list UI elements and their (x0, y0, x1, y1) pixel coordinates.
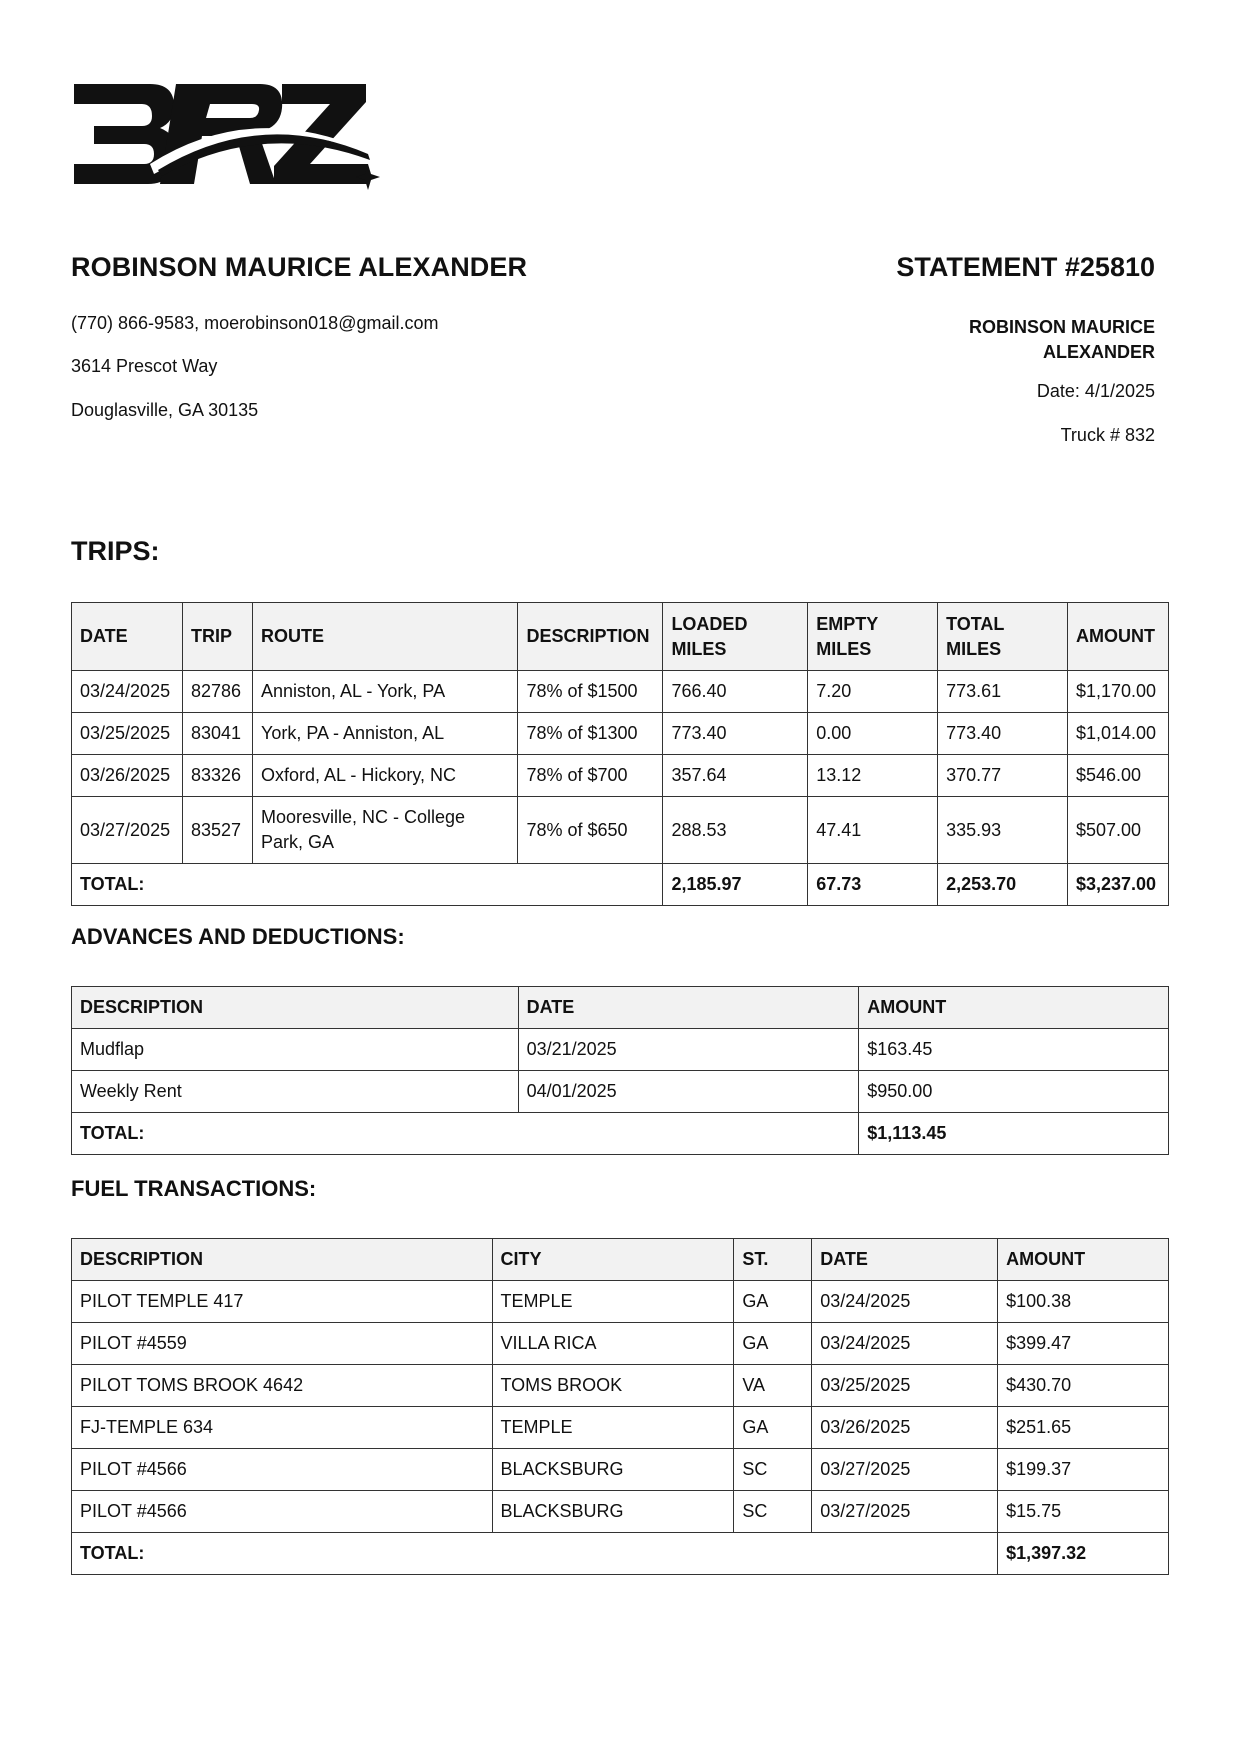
fuel-description: PILOT #4559 (72, 1323, 493, 1365)
col-date: DATE (72, 603, 183, 671)
fuel-city: TOMS BROOK (492, 1365, 734, 1407)
address-line-2: Douglasville, GA 30135 (71, 400, 259, 420)
total-amount: $1,113.45 (859, 1113, 1169, 1155)
fuel-title: FUEL TRANSACTIONS: (71, 1176, 317, 1201)
fuel-date: 03/25/2025 (812, 1365, 998, 1407)
fuel-date: 03/27/2025 (812, 1449, 998, 1491)
col-state: ST. (734, 1239, 812, 1281)
col-description: DESCRIPTION (518, 603, 663, 671)
recipient-name-line-2: ALEXANDER (1042, 342, 1155, 362)
trip-amount: $546.00 (1067, 755, 1168, 797)
table-row (72, 1323, 1169, 1365)
advances-total-row (72, 1113, 1169, 1155)
trip-loaded-miles: 357.64 (663, 755, 808, 797)
fuel-city: BLACKSBURG (492, 1491, 734, 1533)
col-description: DESCRIPTION (72, 987, 519, 1029)
advance-description: Mudflap (72, 1029, 519, 1071)
table-row (72, 1071, 1169, 1113)
col-route: ROUTE (252, 603, 518, 671)
fuel-total-row (72, 1533, 1169, 1575)
trip-description: 78% of $1300 (518, 713, 663, 755)
col-total-miles: TOTAL MILES (938, 603, 1068, 671)
fuel-description: PILOT TOMS BROOK 4642 (72, 1365, 493, 1407)
col-date: DATE (812, 1239, 998, 1281)
total-label: TOTAL: (72, 864, 663, 906)
col-date: DATE (518, 987, 859, 1029)
fuel-amount: $251.65 (998, 1407, 1169, 1449)
trip-total-miles: 773.61 (938, 671, 1068, 713)
trip-amount: $507.00 (1067, 797, 1168, 864)
fuel-description: FJ-TEMPLE 634 (72, 1407, 493, 1449)
company-logo (70, 80, 390, 192)
trip-number: 83041 (182, 713, 252, 755)
fuel-amount: $15.75 (998, 1491, 1169, 1533)
total-amount: $3,237.00 (1067, 864, 1168, 906)
total-label: TOTAL: (72, 1533, 998, 1575)
fuel-date: 03/27/2025 (812, 1491, 998, 1533)
trip-empty-miles: 47.41 (808, 797, 938, 864)
trips-header-row (72, 603, 1169, 671)
fuel-date: 03/24/2025 (812, 1281, 998, 1323)
trip-empty-miles: 13.12 (808, 755, 938, 797)
col-loaded-miles: LOADED MILES (663, 603, 808, 671)
fuel-state: SC (734, 1449, 812, 1491)
table-row (72, 1491, 1169, 1533)
table-row (72, 1449, 1169, 1491)
fuel-description: PILOT #4566 (72, 1491, 493, 1533)
trip-loaded-miles: 288.53 (663, 797, 808, 864)
trip-total-miles: 335.93 (938, 797, 1068, 864)
col-empty-miles: EMPTY MILES (808, 603, 938, 671)
trip-date: 03/27/2025 (72, 797, 183, 864)
fuel-city: TEMPLE (492, 1407, 734, 1449)
fuel-amount: $430.70 (998, 1365, 1169, 1407)
trip-route: Mooresville, NC - College Park, GA (252, 797, 518, 864)
trip-loaded-miles: 773.40 (663, 713, 808, 755)
trips-table (71, 602, 1169, 906)
col-amount: AMOUNT (1067, 603, 1168, 671)
fuel-header-row (72, 1239, 1169, 1281)
total-total-miles: 2,253.70 (938, 864, 1068, 906)
col-trip: TRIP (182, 603, 252, 671)
advance-date: 03/21/2025 (518, 1029, 859, 1071)
fuel-date: 03/24/2025 (812, 1323, 998, 1365)
trip-description: 78% of $650 (518, 797, 663, 864)
truck-number: Truck # 832 (1060, 425, 1155, 445)
trip-route: York, PA - Anniston, AL (252, 713, 518, 755)
trip-number: 82786 (182, 671, 252, 713)
table-row (72, 1029, 1169, 1071)
trip-total-miles: 773.40 (938, 713, 1068, 755)
trips-total-row (72, 864, 1169, 906)
fuel-state: SC (734, 1491, 812, 1533)
contact-line: (770) 866-9583, moerobinson018@gmail.com (71, 313, 439, 333)
fuel-amount: $100.38 (998, 1281, 1169, 1323)
trip-route: Anniston, AL - York, PA (252, 671, 518, 713)
statement-recipient (925, 315, 1155, 365)
trips-title: TRIPS: (71, 536, 160, 566)
fuel-amount: $399.47 (998, 1323, 1169, 1365)
trip-amount: $1,014.00 (1067, 713, 1168, 755)
table-row (72, 671, 1169, 713)
fuel-state: VA (734, 1365, 812, 1407)
col-description: DESCRIPTION (72, 1239, 493, 1281)
fuel-state: GA (734, 1323, 812, 1365)
col-city: CITY (492, 1239, 734, 1281)
fuel-description: PILOT TEMPLE 417 (72, 1281, 493, 1323)
statement-title: STATEMENT #25810 (896, 252, 1155, 282)
advance-description: Weekly Rent (72, 1071, 519, 1113)
recipient-name-line-1: ROBINSON MAURICE (968, 317, 1155, 337)
fuel-amount: $199.37 (998, 1449, 1169, 1491)
trip-description: 78% of $700 (518, 755, 663, 797)
trip-total-miles: 370.77 (938, 755, 1068, 797)
trip-loaded-miles: 766.40 (663, 671, 808, 713)
table-row (72, 797, 1169, 864)
table-row (72, 1365, 1169, 1407)
fuel-state: GA (734, 1281, 812, 1323)
trip-empty-miles: 0.00 (808, 713, 938, 755)
advances-title: ADVANCES AND DEDUCTIONS: (71, 924, 405, 949)
advance-amount: $163.45 (859, 1029, 1169, 1071)
table-row (72, 1281, 1169, 1323)
fuel-date: 03/26/2025 (812, 1407, 998, 1449)
col-amount: AMOUNT (998, 1239, 1169, 1281)
trip-number: 83527 (182, 797, 252, 864)
trip-amount: $1,170.00 (1067, 671, 1168, 713)
advance-amount: $950.00 (859, 1071, 1169, 1113)
fuel-city: VILLA RICA (492, 1323, 734, 1365)
advances-header-row (72, 987, 1169, 1029)
trip-empty-miles: 7.20 (808, 671, 938, 713)
fuel-description: PILOT #4566 (72, 1449, 493, 1491)
trip-date: 03/26/2025 (72, 755, 183, 797)
table-row (72, 713, 1169, 755)
total-loaded-miles: 2,185.97 (663, 864, 808, 906)
fuel-state: GA (734, 1407, 812, 1449)
fuel-city: BLACKSBURG (492, 1449, 734, 1491)
total-empty-miles: 67.73 (808, 864, 938, 906)
trip-route: Oxford, AL - Hickory, NC (252, 755, 518, 797)
fuel-table (71, 1238, 1169, 1575)
address-line-1: 3614 Prescot Way (71, 356, 218, 376)
trip-description: 78% of $1500 (518, 671, 663, 713)
statement-date: Date: 4/1/2025 (1036, 381, 1155, 401)
advance-date: 04/01/2025 (518, 1071, 859, 1113)
trip-number: 83326 (182, 755, 252, 797)
fuel-city: TEMPLE (492, 1281, 734, 1323)
total-amount: $1,397.32 (998, 1533, 1169, 1575)
total-label: TOTAL: (72, 1113, 859, 1155)
driver-name: ROBINSON MAURICE ALEXANDER (71, 252, 528, 282)
trip-date: 03/25/2025 (72, 713, 183, 755)
advances-table (71, 986, 1169, 1155)
table-row (72, 1407, 1169, 1449)
table-row (72, 755, 1169, 797)
col-amount: AMOUNT (859, 987, 1169, 1029)
trip-date: 03/24/2025 (72, 671, 183, 713)
